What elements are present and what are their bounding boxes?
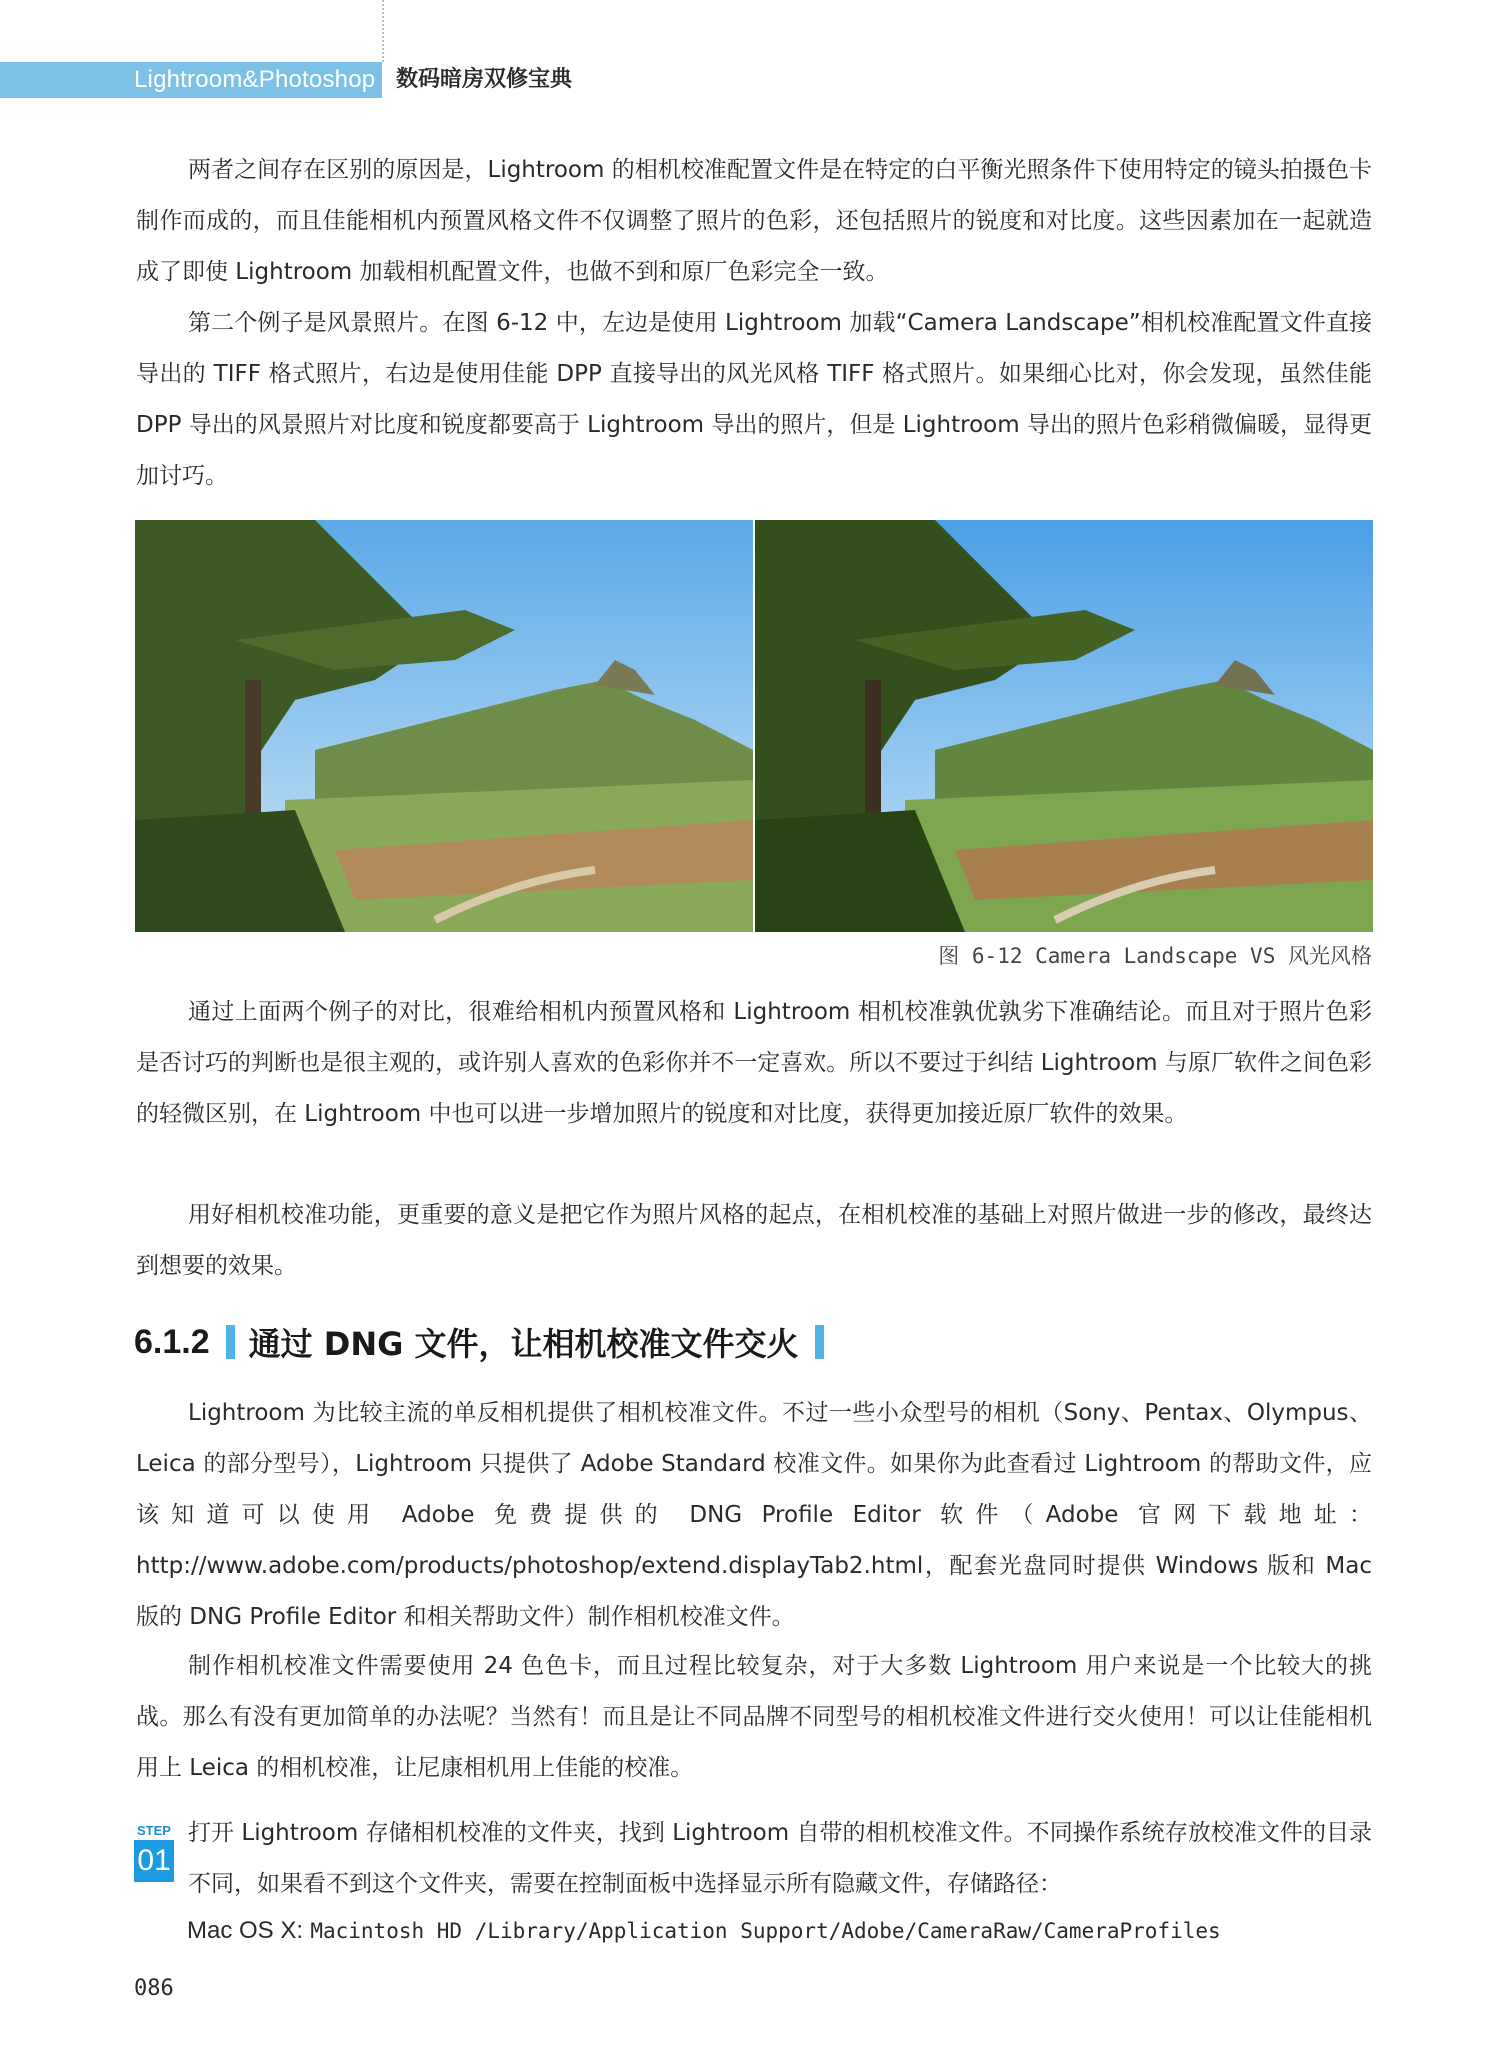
step-label: STEP <box>134 1822 174 1840</box>
header-divider <box>382 0 384 62</box>
paragraph-6: 制作相机校准文件需要使用 24 色色卡，而且过程比较复杂，对于大多数 Lightroom 用户来说是一个比较大的挑战。那么有没有更加简单的办法呢？当然有！而且是让不同品牌不同型号的相机校准文件进行交火使用！可以让佳能相机用上 Leica 的相机校准，让尼康相机用上佳能的校准。 <box>136 1653 1372 1781</box>
storage-path <box>187 1905 1221 1957</box>
figure-6-12 <box>135 520 1373 932</box>
header-book-title: 数码暗房双修宝典 <box>396 67 573 92</box>
page-number: 086 <box>134 1976 174 2001</box>
path-label: Mac OS X: <box>187 1917 304 1944</box>
section-bar-right <box>815 1325 824 1359</box>
section-bar-left <box>226 1325 235 1359</box>
step-badge <box>134 1822 174 1882</box>
photo-camera-landscape <box>135 520 753 932</box>
photo-landscape-style <box>755 520 1373 932</box>
paragraph-5: Lightroom 为比较主流的单反相机提供了相机校准文件。不过一些小众型号的相机（Sony、Pentax、Olympus、Leica 的部分型号），Lightroom 只提供了 Adobe Standard 校准文件。如果你为此查看过 Lightroom 的帮助文件，应该知道可以使用 Adobe 免费提供的 DNG Profile Editor 软件（Adobe 官网下载地址： http://www.adobe.com/products/photoshop/extend.displayTab2.html，配套光盘同时提供 Windows 版和 Mac 版的 DNG Profile Editor 和相关帮助文件）制作相机校准文件。 <box>136 1400 1372 1630</box>
path-value: Macintosh HD /Library/Application Support/Adobe/CameraRaw/CameraProfiles <box>310 1919 1221 1943</box>
step-text: 打开 Lightroom 存储相机校准的文件夹，找到 Lightroom 自带的相机校准文件。不同操作系统存放校准文件的目录不同，如果看不到这个文件夹，需要在控制面板中选择显示所有隐藏文件，存储路径： <box>188 1820 1372 1897</box>
section-heading <box>134 1320 838 1364</box>
step-number: 01 <box>134 1840 174 1882</box>
paragraph-4: 用好相机校准功能，更重要的意义是把它作为照片风格的起点，在相机校准的基础上对照片做进一步的修改，最终达到想要的效果。 <box>136 1202 1372 1279</box>
section-number: 6.1.2 <box>134 1322 210 1361</box>
section-title: 通过 DNG 文件，让相机校准文件交火 <box>248 1325 799 1363</box>
paragraph-3: 通过上面两个例子的对比，很难给相机内预置风格和 Lightroom 相机校准孰优孰劣下准确结论。而且对于照片色彩是否讨巧的判断也是很主观的，或许别人喜欢的色彩你并不一定喜欢。所以不要过于纠结 Lightroom 与原厂软件之间色彩的轻微区别，在 Lightroom 中也可以进一步增加照片的锐度和对比度，获得更加接近原厂软件的效果。 <box>136 999 1372 1127</box>
figure-caption: 图 6-12 Camera Landscape VS 风光风格 <box>938 944 1372 968</box>
paragraph-1: 两者之间存在区别的原因是，Lightroom 的相机校准配置文件是在特定的白平衡光照条件下使用特定的镜头拍摄色卡制作而成的，而且佳能相机内预置风格文件不仅调整了照片的色彩，还包括照片的锐度和对比度。这些因素加在一起就造成了即使 Lightroom 加载相机配置文件，也做不到和原厂色彩完全一致。 <box>136 157 1372 285</box>
header-series-title: Lightroom&Photoshop <box>134 66 376 93</box>
paragraph-2: 第二个例子是风景照片。在图 6-12 中，左边是使用 Lightroom 加载“Camera Landscape”相机校准配置文件直接导出的 TIFF 格式照片，右边是使用佳能 DPP 直接导出的风光风格 TIFF 格式照片。如果细心比对，你会发现，虽然佳能 DPP 导出的风景照片对比度和锐度都要高于 Lightroom 导出的照片，但是 Lightroom 导出的照片色彩稍微偏暖，显得更加讨巧。 <box>136 310 1372 489</box>
